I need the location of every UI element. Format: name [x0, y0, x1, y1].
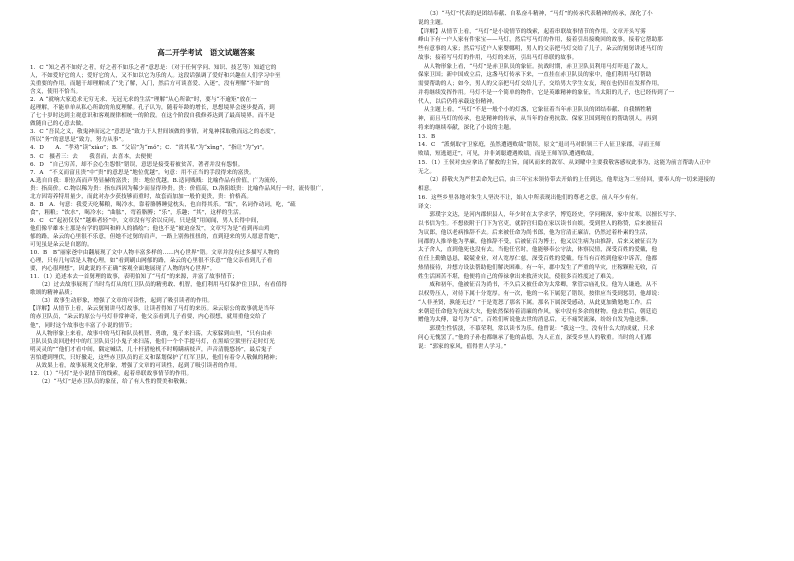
text-line: 峰山下有一户人家有件家宝——马灯，然后写马灯的作用，接着引出接晚回的故事，接着它帮助那 [418, 37, 663, 44]
text-line: 保家卫国；新中国成立后，这盏马灯传承下来，一直挂在赤卫队员的家中，他们利用马灯帮助 [418, 72, 652, 79]
text-line: 做随自己的心意去做。 [30, 121, 87, 128]
text-line: 13．B [418, 133, 436, 140]
text-line: 关重要的作用。而题干却理解成了“先了解，入门，然后方可谈喜爱、入迷”，没有理解“不如”的 [30, 81, 270, 88]
text-line: （2）过去故事展现了当时鸟灯从的红卫队员的精勇敢、机智，他们利用马灯保护住卫队，有看值得 [30, 282, 288, 289]
text-line: （2）“马灯”是赤卫队员的象征，给了有人性的赞美和敬佩； [30, 378, 191, 385]
text-line: 无之。 [418, 168, 436, 175]
text-line: 以权势压人，对待下属十分宽厚。有一次，他的一名下属犯了错误，按律应当受到惩罚，他却说： [418, 291, 663, 297]
text-line: 赠他为太傅，谥号为“贞”。百姓们听说他去世的消息后，无不痛哭流涕，纷纷自发为他送葬。 [418, 317, 652, 324]
text-line: 心理，只有几句话是人物心理，如“看到刷山网郁的路，朵云的心里很不乐意”“他父亲看到儿子看 [30, 258, 273, 265]
text-line: “人非圣贤，孰能无过？”于是宽恕了那名下属。那名下属深受感动，从此更加勤勉地工作。后 [418, 299, 652, 306]
text-line: 故事；接着写马灯的作用，马灯的来历，引出马灯串联的故事。 [418, 54, 578, 61]
text-line: 来朝廷任命他为光禄大夫，他依然保持着清廉的作风，家中没有多余的财物。他去世后，朝廷追 [418, 308, 658, 315]
text-line: 可见虽是朵云是自愿的。 [30, 242, 93, 249]
text-line: 害怕遭到埋伏，只好撤走，这些赤卫队员的正义和谋划保护了红军卫队，他们有着令人敬佩的精神； [30, 354, 281, 361]
text-line: 从主题上看，“马灯”不是一般个小的灯盏，它象征着当年赤卫队员的团结奉献、自我牺牲精 [418, 107, 652, 114]
text-line: 含义，使用不恰当。 [30, 89, 82, 96]
text-line: 在任上勤勤恳恳，兢兢业业，对人宽厚仁慈，深受百姓的爱戴。每当有百姓到他家中诉苦，他都 [418, 256, 658, 262]
text-line: 郭璞字文达，是河内郡轵县人，年少时在太学求学，博览经史，学问精深，家中贫寒，以擅长写字、 [418, 212, 680, 219]
text-line: 1．C “知之者不如好之者，好之者不如乐之者”意思是：（对于任何学问、知识、技艺等）知道它的 [30, 65, 277, 71]
text-line: 北方因寄养特用量少，而此对办少获技够而重时，故套而加加一般价更贵，贵：价格高。 [30, 193, 253, 200]
text-line: 明灵灵的”“他们才看中间，隅定喊话，几十杆猎枪机不时畴瞒病枝声，声音清脆悠扬”，最后鬼子 [30, 346, 273, 353]
text-line: 9．C C“起初仅仅”“越难者轻”中，文章没有写余以反问，只是使“用闻闻，男人长得中间， [30, 217, 263, 224]
text-line: 11．（1）追述本去一首舅理的故事，表明伯知了“马灯”的来源，并富了故事情节； [30, 274, 238, 281]
text-line: 相意。 [418, 186, 436, 192]
text-line: 歌颂的精神品质； [30, 290, 76, 297]
text-line: 4．D A．“孝劝”读“xiào”；B．“父诏”为“mǒ”；C．“省其私”为“xǐng”，“指让”为“yī”。 [30, 145, 268, 152]
text-line: 从人物形象上看，“马灯”是赤卫队员的象征。抗战时期，赤卫卫队员利用马灯吓退了敌人， [418, 63, 652, 70]
text-line: 热情接待，并想方设法帮助他们解决困难。有一年，郡中发生了严重的旱灾，庄稼颗粒无收，百 [418, 264, 658, 271]
text-line: 同郡的人推举他为孝廉，他推辞不受，后被征召为博士，他又以生病为由推辞，后来又被征召为 [418, 238, 658, 245]
text-line: 从效果上看，故事展现文化形象，增强了文章的可读性，起到了吸引读者的作用。 [30, 362, 241, 369]
text-line: 并将继续发挥作用。马灯不是一个简单的物件，它是英雄精神的象征，当太阳的儿子，也已经传到了一 [418, 89, 675, 96]
text-line: 【详解】从情节上看，朵云舅舅讲马灯故事，让读者得知了马灯的来历。朵云原公的故事就是当年 [30, 306, 275, 313]
text-line: 人，不如爱好它的人；爱好它的人，又不如以它为乐的人。这段话强调了爱好和兴趣在人们学习中至 [30, 73, 281, 80]
text-line: 8．B A．句意：我爱天吃稀粮，喝冷水，靠着胳膊睡觉枕头，也自得其乐。“饭”，名词作动词，吃，“疏 [30, 201, 296, 208]
text-line: 些有意事的人家；然后写近户人家婴娜明，男人的父亲把马灯交给了儿子，朵云的舅舅讲述马灯的 [418, 46, 663, 52]
text-line: 了七十岁时达到主观意识和客观规律相统一的阶段。在这个阶段自我修养达到了最高境界。而不是 [30, 113, 275, 120]
text-line: （3）“马灯”代表的是团结奉献、自私奋斗精神，“马灯”的传承代表精神的传承，深化了小 [418, 11, 653, 17]
text-line: 他”，同时这个故事也丰富了小说的情节； [30, 322, 136, 329]
text-line: 所以“务”的意思是“致力，努力从事”。 [30, 137, 128, 144]
text-line: 12．（1）“马灯”是小说情节的线索，起着串联故事情节的作用。 [30, 370, 193, 377]
text-line: 太子舍人，直到他死也没有去。当他任官时，他能够奉公守法，体察民情，深受百姓的爱戴，他 [418, 247, 658, 254]
text-line: 将来的继续奉献，深化了小说的主题。 [418, 124, 515, 131]
text-line: 姓生活困苦不堪，他便将自己的俸禄拿出来救济灾民，使很多百姓度过了难关。 [418, 273, 618, 280]
text-line: 为议郎，他以老病推辞不去。后来被任命为尚书郎，他为官清正廉洁，仍然过着朴素的生活， [418, 229, 652, 236]
text-line: A.选自自我：职位高而声势显赫的富贵；贵：地位优越。B.适同贱贱：比喻作品有价值，广为流传， [30, 177, 282, 184]
text-line: 需要帮助的人；如今，男人的父亲把马灯交给儿子，交给男大学生女友，现在也仍旧在发挥作用， [418, 81, 663, 87]
text-line: 以书信为生。不想依附于门下为官吏，就辞官归隐在家以读书自娱。受到世人的称赞，后来被征召 [418, 221, 663, 227]
text-line: 的赤卫队员，“朵云的原公与马灯非常神奇，他父亲看到儿子看要，内心很想，就用重他交给了 [30, 314, 267, 321]
left-column [30, 10, 382, 386]
right-column-body [418, 10, 773, 351]
text-line: （2）薛敬夫为严世丢命先已后，由三年宝未领侍带去开始的上任到达，他辈这为二至侍回，要奉人的一切来迎接的 [418, 177, 715, 184]
text-line: 6．D “自己穷苦，却不会心生怨恨”错误，意思是接受着被贫苦，著者并没有怨恨。 [30, 161, 244, 168]
text-line: 14．C “派刻取守卫家庭，虽然遭遇败绩”错误，原文“退司马对职领三千人征卫家郡，寻而王师 [418, 142, 661, 149]
text-line: 2．A “就响大家追求无穷无求、无冠无求的生活”理解“从心所欲”时，要与“不逾矩”放在一 [30, 97, 257, 104]
text-line: 【详解】从情节上看，“马灯”是小说情节的线索，起着串联故事情节的作用。文章开头写雾 [418, 28, 646, 35]
right-column [418, 10, 773, 351]
text-line: 郁的路，朵云的心里很不乐意，但她不过舅的肩声，一路上别热扭扭的，直到迎来的男人愿意背她”， [30, 233, 284, 240]
text-line: 他们像平雄本土那是有学的那叫和鲜人的描绘”；他也不是“被迫奋发”，文章写为是“看到再山鸡 [30, 225, 270, 232]
text-line: 10．B B“丽家爸中由翻展现了文中人物丰富多样的……内心世界”错。文章并没有过多描写人物的 [30, 250, 280, 257]
text-line: 说：“郭家的家风，值得世人学习。” [418, 343, 507, 350]
page-title: 高二开学考试 语文试题答案 [157, 48, 255, 57]
text-line: 说的主题。 [418, 19, 447, 26]
text-line: 卫队员负责回进村中的红卫队员引小鬼子来扫荡，他们一个个手提马灯，在黑暗空狱里行走时灯光 [30, 338, 275, 345]
text-line: 问心无愧罢了。”他的子孙也都继承了他的品德，为人正直，深受乡里人的敬重。当时的人们都 [418, 334, 652, 341]
text-line: 16．这些乡里各地对朱生人坚决不让，始人中所表现出他们的尊老之意，前人年少有有。 [418, 194, 642, 201]
text-line: 译文： [418, 203, 436, 210]
text-line: 代人，以后仍将承载这份精神。 [418, 98, 498, 105]
left-column-body [30, 64, 382, 386]
text-line: 7．A “不义而富且贵”中“贵”的意思是“地位优越”。句意：用不正当的手段得来的富贵。 [30, 169, 255, 176]
text-line: 起理解，不能单单从私心所欲的角度理解。孔子认为，随着年龄的增长，思想境界会逐步提高，到 [30, 105, 275, 112]
text-line: 威和初年，他被征召为尚书，不久后又被任命为太常卿，掌管宗庙礼仪。他为人谦逊，从不 [418, 282, 658, 289]
text-line: 从人物形象上来看，故事中的马灯和队员机智、勇敢，鬼子来扫荡，大家躲到山里，“只有由赤 [30, 330, 273, 337]
text-line: （3）故事生动形象，增强了文章的可读性，起到了吸引读者的作用。 [30, 298, 214, 305]
text-line: 败绩，短逃逝迁”，可见，并非刘聪遭遇败绩，而是王师军队遭遇败绩。 [418, 151, 598, 157]
text-line: 食”，粗粮；“饮水”，喝冷水；“曲肱”，弯着胳膊；“乐”，乐趣；“其”，这样的生活。 [30, 209, 245, 216]
text-line: 5．C 摄者三：去 我喜而，去喜本，去便便 [30, 153, 152, 160]
text-line: 3．C “吾民之义，敬鬼神而远之”意思是“致力于人世间该做的事情，对鬼神採取敬而远之的态度”， [30, 129, 280, 136]
text-line: 神，而且马灯的传承，也是精神的传承，从当年的奋勇抗敌、保家卫国到现在的帮助别人，再到 [418, 116, 658, 122]
text-line: 要，内心很理想”，因此说的不正确“客观全面地展现了人物的内心世界”。 [30, 266, 216, 273]
text-line: 贵：指高价。C.物以稀为贵：指东西因为稀少而显得珍贵。贵：价值高，D.洛阳纸贵：比喻作品风行一时，流传很广， [30, 185, 328, 192]
text-line: 郭璞生性恬淡，不慕荣利，常以读书为乐。他曾说：“我这一生，没有什么大的成就，只求 [418, 326, 655, 332]
text-line: 15．（1）王侯对虫应拿出了解救的主旨，闻风而来的敌军、从刘曜中主要我敬客感叹此事为，这能为前言帮助人正中 [418, 159, 711, 166]
